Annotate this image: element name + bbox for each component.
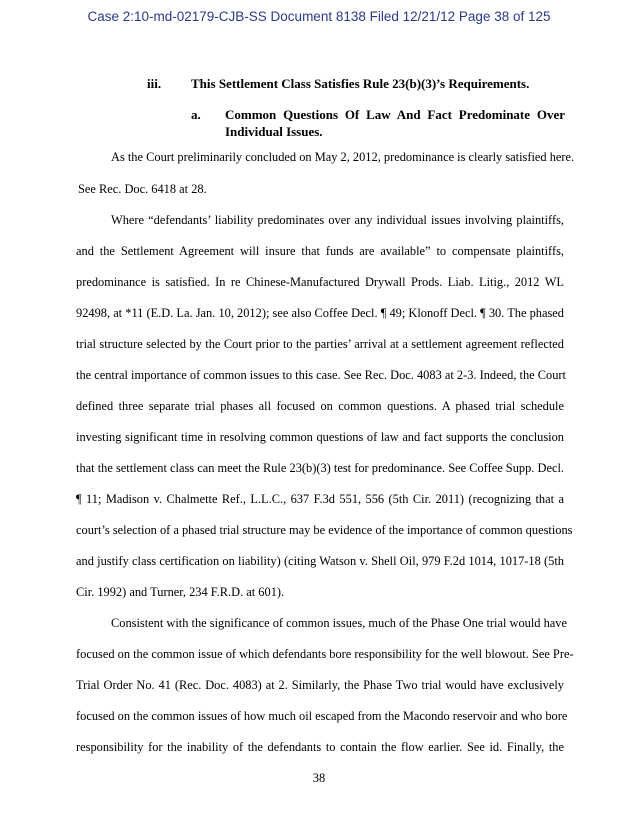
body-line: focused on the common issues of how much oil escaped from the Macondo reservoir and who bore	[76, 709, 568, 723]
body-line: ¶ 11; Madison v. Chalmette Ref., L.L.C., 637 F.3d 551, 556 (5th Cir. 2011) (recognizing that a	[76, 492, 564, 506]
subsection-title-line-2: Individual Issues.	[225, 124, 323, 139]
body-line: Where “defendants’ liability predominates over any individual issues involving plaintiffs,	[111, 213, 564, 227]
body-line: predominance is satisfied. In re Chinese-Manufactured Drywall Prods. Liab. Litig., 2012 WL	[76, 275, 564, 289]
body-line: defined three separate trial phases all focused on common questions. A phased trial schedule	[76, 399, 564, 413]
body-line: See Rec. Doc. 6418 at 28.	[78, 182, 207, 196]
section-number: iii.	[147, 76, 162, 91]
body-line: investing significant time in resolving common questions of law and fact supports the conclusion	[76, 430, 564, 444]
subsection-title-line-1: Common Questions Of Law And Fact Predominate Over	[225, 107, 565, 122]
body-line: 92498, at *11 (E.D. La. Jan. 10, 2012); see also Coffee Decl. ¶ 49; Klonoff Decl. ¶ 30. The phased	[76, 306, 564, 320]
body-line: court’s selection of a phased trial structure may be evidence of the importance of common questions	[76, 523, 573, 537]
body-line: that the settlement class can meet the Rule 23(b)(3) test for predominance. See Coffee Supp. Decl.	[76, 461, 564, 475]
body-line: As the Court preliminarily concluded on May 2, 2012, predominance is clearly satisfied here.	[111, 150, 575, 164]
body-line: Cir. 1992) and Turner, 234 F.R.D. at 601).	[76, 585, 285, 599]
body-line: focused on the common issue of which defendants bore responsibility for the well blowout. See Pre-	[76, 647, 574, 661]
body-line: the central importance of common issues to this case. See Rec. Doc. 4083 at 2-3. Indeed, the Court	[76, 368, 566, 382]
section-title: This Settlement Class Satisfies Rule 23(b)(3)’s Requirements.	[191, 76, 530, 91]
body-line: and the Settlement Agreement will insure that funds are available” to compensate plaintiffs,	[76, 244, 564, 258]
body-line: Consistent with the significance of common issues, much of the Phase One trial would have	[111, 616, 567, 630]
body-line: Trial Order No. 41 (Rec. Doc. 4083) at 2. Similarly, the Phase Two trial would have exclusively	[76, 678, 564, 692]
body-line: and justify class certification on liability) (citing Watson v. Shell Oil, 979 F.2d 1014, 1017-18 (5th	[76, 554, 564, 568]
page-number: 38	[312, 771, 326, 785]
case-header: Case 2:10-md-02179-CJB-SS Document 8138 Filed 12/21/12 Page 38 of 125	[87, 9, 551, 24]
body-line: responsibility for the inability of the defendants to contain the flow earlier. See id. Finally, the	[76, 740, 564, 754]
body-line: trial structure selected by the Court prior to the parties’ arrival at a settlement agreement reflected	[76, 337, 564, 351]
subsection-title	[225, 106, 565, 140]
subsection-number: a.	[191, 107, 201, 122]
